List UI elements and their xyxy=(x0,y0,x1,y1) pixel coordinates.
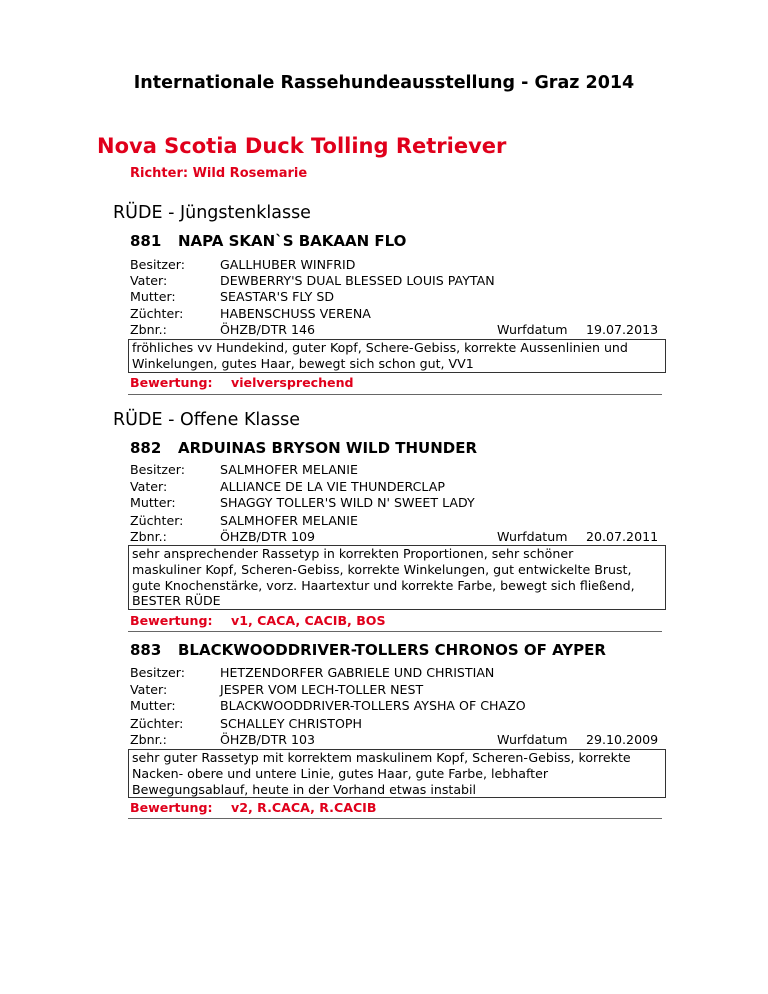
critique-line: fröhliches vv Hundekind, guter Kopf, Schere-Gebiss, korrekte Aussenlinien und xyxy=(132,340,628,355)
birthdate-value: 29.10.2009 xyxy=(586,732,659,747)
regno-row xyxy=(130,529,315,544)
critique-line: Nacken- obere und untere Linie, gutes Haar, gute Farbe, lebhafter xyxy=(132,765,549,781)
dam-row xyxy=(130,289,334,304)
dog-heading xyxy=(130,439,477,457)
breeder-row xyxy=(130,716,362,731)
sire-value: DEWBERRY'S DUAL BLESSED LOUIS PAYTAN xyxy=(220,273,495,288)
owner-value: GALLHUBER WINFRID xyxy=(220,257,356,272)
rating-value: v1, CACA, CACIB, BOS xyxy=(231,613,386,628)
critique-line: gute Knochenstärke, vorz. Haartextur und korrekte Farbe, bewegt sich fließend, xyxy=(132,577,635,593)
regno-value: ÖHZB/DTR 103 xyxy=(220,732,316,747)
critique-line: sehr ansprechender Rassetyp in korrekten Proportionen, sehr schöner xyxy=(132,546,574,561)
rating-value: vielversprechend xyxy=(231,375,354,390)
owner-value: HETZENDORFER GABRIELE UND CHRISTIAN xyxy=(220,665,495,680)
entry-divider xyxy=(128,631,662,632)
breeder-label: Züchter: xyxy=(130,716,184,731)
breeder-value: SALMHOFER MELANIE xyxy=(220,513,358,528)
birthdate-label: Wurfdatum xyxy=(497,529,568,544)
breeder-label: Züchter: xyxy=(130,306,184,321)
breeder-value: SCHALLEY CHRISTOPH xyxy=(220,716,362,731)
page-title: Internationale Rassehundeausstellung - Graz 2014 xyxy=(133,73,635,93)
breeder-label: Züchter: xyxy=(130,513,184,528)
breeder-row xyxy=(130,513,358,528)
dog-name: BLACKWOODDRIVER-TOLLERS CHRONOS OF AYPER xyxy=(178,641,606,659)
rating-label: Bewertung: xyxy=(130,613,213,628)
sire-label: Vater: xyxy=(130,273,168,288)
rating-row xyxy=(130,800,376,815)
birthdate-row xyxy=(497,529,658,544)
dam-value: SEASTAR'S FLY SD xyxy=(220,289,335,304)
breeder-value: HABENSCHUSS VERENA xyxy=(220,306,371,321)
entry-divider xyxy=(128,394,662,395)
sire-row xyxy=(130,273,495,288)
critique-line: Bewegungsablauf, heute in der Vorhand etwas instabil xyxy=(132,781,477,797)
owner-value: SALMHOFER MELANIE xyxy=(220,462,358,477)
sire-value: ALLIANCE DE LA VIE THUNDERCLAP xyxy=(220,479,445,494)
regno-label: Zbnr.: xyxy=(130,529,167,544)
dog-heading xyxy=(130,641,606,659)
critique-line: Winkelungen, gutes Haar, bewegt sich schon gut, VV1 xyxy=(132,355,474,371)
catalog-number: 881 xyxy=(130,232,162,250)
birthdate-value: 19.07.2013 xyxy=(586,322,659,337)
owner-row xyxy=(130,257,355,272)
dam-row xyxy=(130,698,526,713)
breed-title: Nova Scotia Duck Tolling Retriever xyxy=(97,134,507,158)
sire-value: JESPER VOM LECH-TOLLER NEST xyxy=(220,682,424,697)
critique-line: BESTER RÜDE xyxy=(132,593,221,609)
owner-label: Besitzer: xyxy=(130,257,185,272)
sire-row xyxy=(130,682,423,697)
entry-divider xyxy=(128,818,662,819)
judge-critique xyxy=(128,545,666,610)
dog-name: NAPA SKAN`S BAKAAN FLO xyxy=(178,232,407,250)
rating-row xyxy=(130,375,354,390)
judge-critique xyxy=(128,749,666,798)
dam-value: SHAGGY TOLLER'S WILD N' SWEET LADY xyxy=(220,495,475,510)
regno-label: Zbnr.: xyxy=(130,322,167,337)
owner-row xyxy=(130,462,358,477)
rating-row xyxy=(130,613,386,628)
dam-value: BLACKWOODDRIVER-TOLLERS AYSHA OF CHAZO xyxy=(220,698,526,713)
owner-label: Besitzer: xyxy=(130,462,185,477)
dam-label: Mutter: xyxy=(130,495,176,510)
catalog-number: 883 xyxy=(130,641,162,659)
dam-row xyxy=(130,495,475,510)
owner-label: Besitzer: xyxy=(130,665,185,680)
breeder-row xyxy=(130,306,371,321)
rating-label: Bewertung: xyxy=(130,800,213,815)
regno-row xyxy=(130,732,315,747)
dam-label: Mutter: xyxy=(130,289,176,304)
critique-line: sehr guter Rassetyp mit korrektem maskulinem Kopf, Scheren-Gebiss, korrekte xyxy=(132,750,631,765)
class-heading: RÜDE - Offene Klasse xyxy=(113,410,301,430)
judge-critique xyxy=(128,339,666,373)
dog-name: ARDUINAS BRYSON WILD THUNDER xyxy=(178,439,478,457)
birthdate-row xyxy=(497,732,658,747)
rating-value: v2, R.CACA, R.CACIB xyxy=(231,800,377,815)
class-heading: RÜDE - Jüngstenklasse xyxy=(113,203,311,223)
rating-label: Bewertung: xyxy=(130,375,213,390)
dam-label: Mutter: xyxy=(130,698,176,713)
regno-row xyxy=(130,322,315,337)
dog-heading xyxy=(130,232,406,250)
regno-value: ÖHZB/DTR 146 xyxy=(220,322,316,337)
birthdate-row xyxy=(497,322,658,337)
sire-row xyxy=(130,479,445,494)
birthdate-label: Wurfdatum xyxy=(497,732,568,747)
regno-value: ÖHZB/DTR 109 xyxy=(220,529,316,544)
sire-label: Vater: xyxy=(130,682,168,697)
critique-line: maskuliner Kopf, Scheren-Gebiss, korrekte Winkelungen, gut entwickelte Brust, xyxy=(132,561,632,577)
regno-label: Zbnr.: xyxy=(130,732,167,747)
sire-label: Vater: xyxy=(130,479,168,494)
judge-name: Richter: Wild Rosemarie xyxy=(130,166,308,181)
owner-row xyxy=(130,665,494,680)
birthdate-label: Wurfdatum xyxy=(497,322,568,337)
catalog-number: 882 xyxy=(130,439,162,457)
birthdate-value: 20.07.2011 xyxy=(586,529,659,544)
